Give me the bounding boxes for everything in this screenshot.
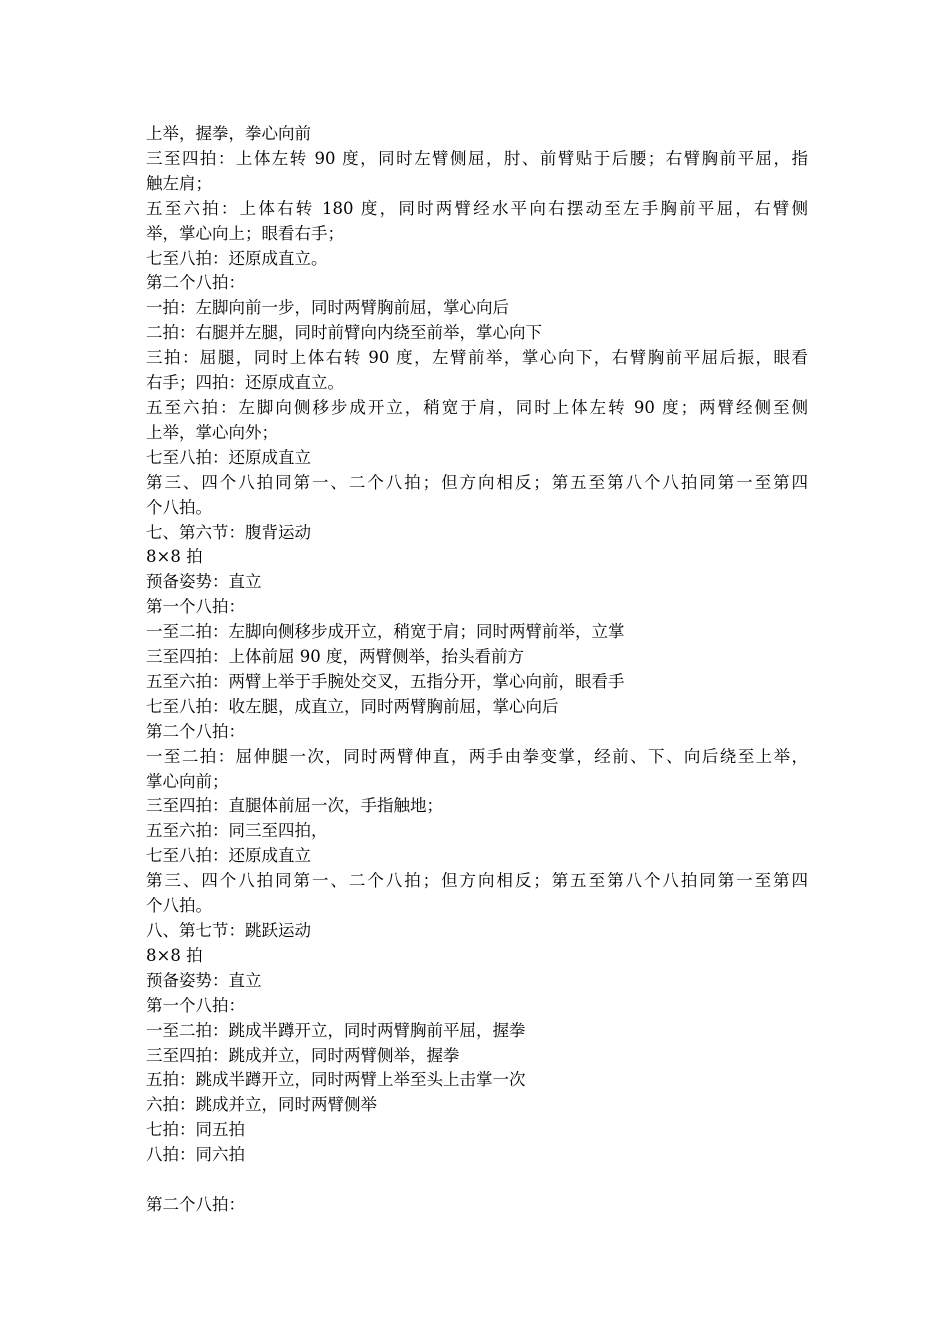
text-line: 一至二拍：跳成半蹲开立，同时两臂胸前平屈，握拳 [146,1020,526,1040]
text-line: 掌心向前； [146,771,229,791]
text-line: 五至六拍：左脚向侧移步成开立，稍宽于肩，同时上体左转 90 度；两臂经侧至侧 [146,397,808,417]
text-line: 六拍：跳成并立，同时两臂侧举 [146,1095,377,1115]
text-line: 五至六拍：同三至四拍， [146,821,328,841]
text-line: 七拍：同五拍 [146,1120,245,1140]
text-line: 举，掌心向上；眼看右手； [146,223,344,243]
text-line: 第一个八拍： [146,995,245,1015]
text-line: 八拍：同六拍 [146,1145,245,1165]
text-line: 8×8 拍 [146,945,203,965]
text-line: 右手；四拍：还原成直立。 [146,373,344,393]
text-line: 五至六拍：两臂上举于手腕处交叉，五指分开，掌心向前，眼看手 [146,671,625,691]
text-line: 个八拍。 [146,497,212,517]
text-line: 个八拍。 [146,896,212,916]
text-line: 上举，握拳，拳心向前 [146,124,311,143]
text-line: 五拍：跳成半蹲开立，同时两臂上举至头上击掌一次 [146,1070,526,1090]
text-line: 五至六拍：上体右转 180 度，同时两臂经水平向右摆动至左手胸前平屈，右臂侧 [146,198,808,218]
text-line: 第三、四个八拍同第一、二个八拍；但方向相反；第五至第八个八拍同第一至第四 [146,871,808,891]
text-line: 第二个八拍： [146,1194,245,1214]
text-line: 七至八拍：收左腿，成直立，同时两臂胸前屈，掌心向后 [146,696,559,716]
text-line: 一至二拍：左脚向侧移步成开立，稍宽于肩；同时两臂前举，立掌 [146,622,625,642]
text-line: 第二个八拍： [146,273,245,293]
text-line: 三至四拍：直腿体前屈一次，手指触地； [146,796,443,816]
text-line: 七至八拍：还原成直立。 [146,248,328,268]
text-line: 预备姿势：直立 [146,572,262,592]
text-line: 三至四拍：上体前屈 90 度，两臂侧举，抬头看前方 [146,647,524,667]
blank-line [146,1168,808,1193]
text-line: 七至八拍：还原成直立 [146,447,311,467]
text-line: 三至四拍：跳成并立，同时两臂侧举，握拳 [146,1045,460,1065]
text-line: 一至二拍：屈伸腿一次，同时两臂伸直，两手由拳变掌，经前、下、向后绕至上举， [146,746,808,766]
text-line: 预备姿势：直立 [146,970,262,990]
text-line: 三拍：屈腿，同时上体右转 90 度，左臂前举，掌心向下，右臂胸前平屈后振，眼看 [146,348,808,368]
section-heading: 七、第六节：腹背运动 [146,522,311,542]
text-line: 一拍：左脚向前一步，同时两臂胸前屈，掌心向后 [146,298,509,318]
text-line: 第三、四个八拍同第一、二个八拍；但方向相反；第五至第八个八拍同第一至第四 [146,472,808,492]
text-line: 二拍：右腿并左腿，同时前臂向内绕至前举，掌心向下 [146,323,542,343]
text-line: 8×8 拍 [146,547,203,567]
section-heading: 八、第七节：跳跃运动 [146,921,311,940]
text-line: 上举，掌心向外； [146,422,278,442]
document-body [146,122,808,1218]
text-line: 第一个八拍： [146,597,245,617]
text-line: 七至八拍：还原成直立 [146,846,311,866]
text-line: 第二个八拍： [146,721,245,741]
text-line: 触左肩； [146,173,212,193]
text-line: 三至四拍：上体左转 90 度，同时左臂侧屈，肘、前臂贴于后腰；右臂胸前平屈，指 [146,148,808,168]
